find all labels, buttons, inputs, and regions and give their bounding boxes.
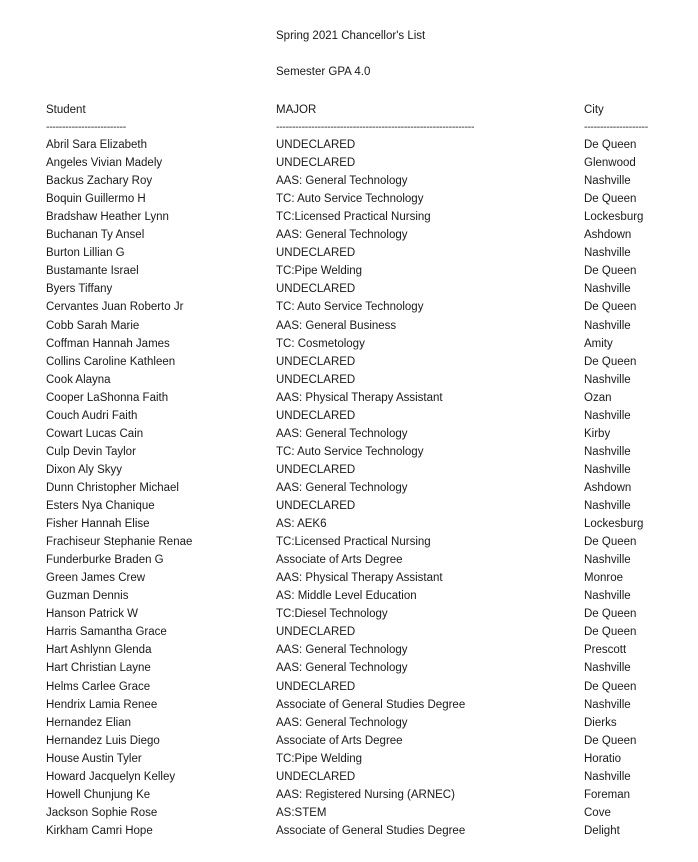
city: Glenwood (584, 157, 636, 170)
student-name: Kirkham Camri Hope (46, 824, 153, 837)
table-row (0, 569, 698, 587)
header-major: MAJOR (276, 104, 317, 116)
major: AAS: Physical Therapy Assistant (276, 391, 443, 404)
student-name: Angeles Vivian Madely (46, 157, 163, 170)
city: Nashville (584, 373, 631, 386)
student-name: Green James Crew (46, 572, 146, 585)
student-name: Couch Audri Faith (46, 409, 138, 422)
city: Amity (584, 337, 613, 350)
student-name: Hanson Patrick W (46, 608, 139, 621)
major: AS: AEK6 (276, 518, 327, 531)
city: Nashville (584, 175, 631, 188)
table-row (0, 479, 698, 497)
major: UNDECLARED (276, 355, 356, 368)
major: TC:Licensed Practical Nursing (276, 536, 431, 549)
city: Delight (584, 824, 620, 837)
table-row (0, 335, 698, 353)
table-row (0, 353, 698, 371)
major: AAS: General Technology (276, 229, 408, 242)
table-row (0, 407, 698, 425)
major: AAS: General Technology (276, 662, 408, 675)
major: UNDECLARED (276, 373, 356, 386)
student-name: Backus Zachary Roy (46, 175, 153, 188)
student-name: Hart Christian Layne (46, 662, 151, 675)
student-name: Byers Tiffany (46, 283, 113, 296)
table-row (0, 262, 698, 280)
table-row (0, 244, 698, 262)
major: UNDECLARED (276, 680, 356, 693)
divider-student: ------------------------- (46, 121, 126, 133)
student-name: Buchanan Ty Ansel (46, 229, 145, 242)
major: TC: Cosmetology (276, 337, 365, 350)
student-name: Harris Samantha Grace (46, 626, 167, 639)
major: Associate of Arts Degree (276, 734, 403, 747)
city: De Queen (584, 608, 637, 621)
table-row (0, 208, 698, 226)
city: De Queen (584, 734, 637, 747)
student-name: Hart Ashlynn Glenda (46, 644, 152, 657)
city: Nashville (584, 698, 631, 711)
student-name: Frachiseur Stephanie Renae (46, 536, 193, 549)
city: De Queen (584, 301, 637, 314)
major: TC: Auto Service Technology (276, 193, 424, 206)
table-row (0, 443, 698, 461)
student-name: Jackson Sophie Rose (46, 806, 158, 819)
student-name: Cooper LaShonna Faith (46, 391, 169, 404)
table-row (0, 461, 698, 479)
city: Nashville (584, 319, 631, 332)
city: De Queen (584, 536, 637, 549)
city: Nashville (584, 283, 631, 296)
header-divider (0, 118, 698, 136)
city: Dierks (584, 716, 617, 729)
city: De Queen (584, 680, 637, 693)
table-row (0, 136, 698, 154)
city: Nashville (584, 409, 631, 422)
table-row (0, 804, 698, 822)
student-name: Dixon Aly Skyy (46, 463, 123, 476)
student-name: Bradshaw Heather Lynn (46, 211, 169, 224)
document-subtitle: Semester GPA 4.0 (276, 66, 371, 78)
student-name: Abril Sara Elizabeth (46, 139, 147, 151)
table-row (0, 696, 698, 714)
city: Lockesburg (584, 518, 644, 531)
table-row (0, 659, 698, 677)
city: Nashville (584, 445, 631, 458)
student-name: Cervantes Juan Roberto Jr (46, 301, 184, 314)
table-row (0, 172, 698, 190)
major: AAS: General Technology (276, 644, 408, 657)
major: Associate of Arts Degree (276, 554, 403, 567)
city: Nashville (584, 554, 631, 567)
major: UNDECLARED (276, 283, 356, 296)
city: Lockesburg (584, 211, 644, 224)
table-row (0, 623, 698, 641)
major: UNDECLARED (276, 770, 356, 783)
table-row (0, 317, 698, 335)
city: Ozan (584, 391, 612, 404)
major: AS: Middle Level Education (276, 590, 417, 603)
student-name: Esters Nya Chanique (46, 500, 155, 512)
city: Prescott (584, 644, 627, 657)
table-row (0, 190, 698, 208)
student-name: Boquin Guillermo H (46, 193, 146, 206)
student-name: Hendrix Lamia Renee (46, 698, 158, 711)
table-row (0, 226, 698, 244)
student-name: Coffman Hannah James (46, 337, 170, 350)
table-row (0, 425, 698, 443)
student-name: Cowart Lucas Cain (46, 427, 144, 440)
city: De Queen (584, 626, 637, 639)
table-row (0, 497, 698, 515)
student-name: Hernandez Luis Diego (46, 734, 160, 747)
major: TC: Auto Service Technology (276, 301, 424, 314)
table-row (0, 605, 698, 623)
student-name: Hernandez Elian (46, 716, 132, 729)
table-row (0, 371, 698, 389)
major: TC:Pipe Welding (276, 752, 363, 765)
city: De Queen (584, 139, 637, 151)
table-row (0, 587, 698, 605)
city: Ashdown (584, 229, 632, 242)
table-row (0, 678, 698, 696)
table-row (0, 714, 698, 732)
major: AAS: General Technology (276, 481, 408, 494)
table-row (0, 768, 698, 786)
table-row (0, 154, 698, 172)
city: Ashdown (584, 481, 632, 494)
major: TC:Pipe Welding (276, 265, 363, 278)
city: De Queen (584, 265, 637, 278)
student-name: Funderburke Braden G (46, 554, 164, 567)
city: Foreman (584, 788, 631, 801)
student-name: Burton Lillian G (46, 247, 125, 260)
table-row (0, 515, 698, 533)
divider-city: -------------------- (584, 121, 648, 133)
table-row (0, 822, 698, 840)
major: UNDECLARED (276, 500, 356, 512)
major: UNDECLARED (276, 463, 356, 476)
major: AAS: General Technology (276, 427, 408, 440)
major: AAS: Physical Therapy Assistant (276, 572, 443, 585)
city: Nashville (584, 500, 631, 512)
table-row (0, 533, 698, 551)
city: Cove (584, 806, 611, 819)
major: Associate of General Studies Degree (276, 698, 466, 711)
student-name: Helms Carlee Grace (46, 680, 151, 693)
major: UNDECLARED (276, 626, 356, 639)
table-header (0, 101, 698, 119)
city: Nashville (584, 770, 631, 783)
city: Monroe (584, 572, 623, 585)
city: Nashville (584, 463, 631, 476)
city: Nashville (584, 662, 631, 675)
major: AAS: General Business (276, 319, 397, 332)
table-row (0, 389, 698, 407)
major: AAS: General Technology (276, 175, 408, 188)
table-row (0, 280, 698, 298)
student-name: Cobb Sarah Marie (46, 319, 140, 332)
major: TC:Licensed Practical Nursing (276, 211, 431, 224)
table-row (0, 750, 698, 768)
document-title: Spring 2021 Chancellor's List (276, 30, 426, 42)
student-name: Guzman Dennis (46, 590, 129, 603)
student-name: Fisher Hannah Elise (46, 518, 150, 531)
student-name: Cook Alayna (46, 373, 111, 386)
header-city: City (584, 104, 604, 116)
major: AAS: Registered Nursing (ARNEC) (276, 788, 455, 801)
major: TC: Auto Service Technology (276, 445, 424, 458)
major: UNDECLARED (276, 247, 356, 260)
city: De Queen (584, 193, 637, 206)
major: TC:Diesel Technology (276, 608, 388, 621)
major: AS:STEM (276, 806, 327, 819)
major: AAS: General Technology (276, 716, 408, 729)
city: De Queen (584, 355, 637, 368)
table-row (0, 551, 698, 569)
divider-major: -------------------------------------------------------------- (276, 121, 475, 133)
major: UNDECLARED (276, 139, 356, 151)
student-name: Bustamante Israel (46, 265, 139, 278)
student-name: Howell Chunjung Ke (46, 788, 151, 801)
header-student: Student (46, 104, 86, 116)
student-name: Culp Devin Taylor (46, 445, 136, 458)
student-name: Howard Jacquelyn Kelley (46, 770, 176, 783)
table-row (0, 786, 698, 804)
student-name: Collins Caroline Kathleen (46, 355, 176, 368)
major: UNDECLARED (276, 157, 356, 170)
student-name: Dunn Christopher Michael (46, 481, 179, 494)
city: Nashville (584, 590, 631, 603)
major: UNDECLARED (276, 409, 356, 422)
city: Nashville (584, 247, 631, 260)
student-name: House Austin Tyler (46, 752, 142, 765)
city: Horatio (584, 752, 622, 765)
major: Associate of General Studies Degree (276, 824, 466, 837)
table-row (0, 298, 698, 316)
table-row (0, 641, 698, 659)
city: Kirby (584, 427, 611, 440)
table-row (0, 732, 698, 750)
